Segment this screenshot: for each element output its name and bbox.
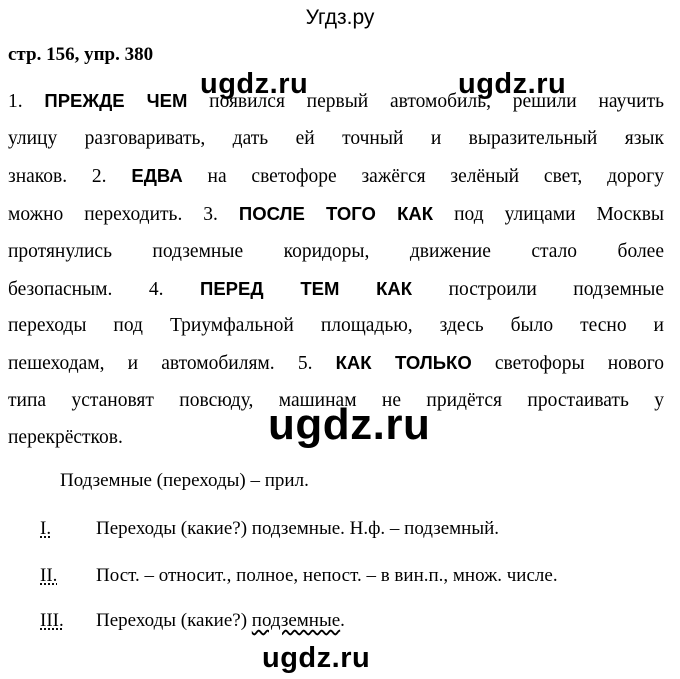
parse-row-number: III. [40, 610, 64, 631]
conjunction-bold: ЕДВА [131, 164, 183, 186]
parse-row-underlined-word: подземные [251, 610, 341, 631]
parse-title: Подземные (переходы) – прил. [60, 470, 309, 491]
conjunction-bold: ПОСЛЕ ТОГО КАК [238, 202, 434, 224]
parse-row-text-end: . [340, 610, 345, 631]
site-title: Угдз.ру [305, 6, 375, 29]
parse-row [40, 518, 499, 540]
conjunction-bold: ПРЕЖДЕ ЧЕМ [44, 90, 188, 111]
conjunction-bold: КАК ТОЛЬКО [335, 352, 472, 374]
text-segment: 1. [8, 91, 45, 112]
parse-row [40, 610, 345, 632]
text-segment: можно переходить. 3. [8, 203, 239, 225]
parse-row-text: Переходы (какие?) подземные. Н.ф. – подземный. [96, 518, 500, 539]
text-line [8, 345, 664, 383]
parse-row-number: II. [40, 565, 58, 586]
text-segment: переходы под Триумфальной площадью, здесь было тесно и [8, 315, 664, 337]
parse-row-number: I. [40, 518, 52, 539]
text-line [8, 271, 664, 309]
text-segment: под улицами Москвы [433, 203, 665, 225]
text-segment: на светофоре зажёгся зелёный свет, дорогу [182, 165, 664, 187]
text-segment: улицу разговаривать, дать ей точный и выразительный язык [8, 127, 664, 149]
text-line [8, 234, 664, 271]
text-line [8, 121, 664, 158]
watermark: ugdz.ru [268, 400, 431, 449]
text-line [8, 308, 664, 345]
text-segment: построили подземные [412, 278, 664, 300]
conjunction-bold: ПЕРЕД ТЕМ КАК [200, 277, 413, 299]
text-segment: светофоры нового [471, 353, 664, 375]
text-segment: перекрёстков. [8, 427, 123, 449]
parse-row-text: Пост. – относит., полное, непост. – в вин.п., множ. числе. [96, 565, 558, 586]
exercise-heading: стр. 156, упр. 380 [8, 44, 154, 65]
text-line [8, 158, 664, 196]
text-segment: безопасным. 4. [8, 278, 201, 300]
parse-row [40, 565, 558, 587]
text-segment: типа установят повсюду, машинам не придётся простаивать у [8, 390, 664, 412]
text-line [8, 196, 664, 234]
watermark: ugdz.ru [458, 68, 567, 100]
text-segment: пешеходам, и автомобилям. 5. [8, 353, 336, 375]
text-segment: появился первый автомобиль, решили научить [187, 91, 664, 112]
text-segment: знаков. 2. [8, 165, 132, 187]
watermark: ugdz.ru [200, 68, 309, 100]
text-segment: протянулись подземные коридоры, движение стало более [8, 240, 664, 262]
watermark: ugdz.ru [262, 642, 371, 674]
parse-row-text: Переходы (какие?) [96, 610, 252, 631]
